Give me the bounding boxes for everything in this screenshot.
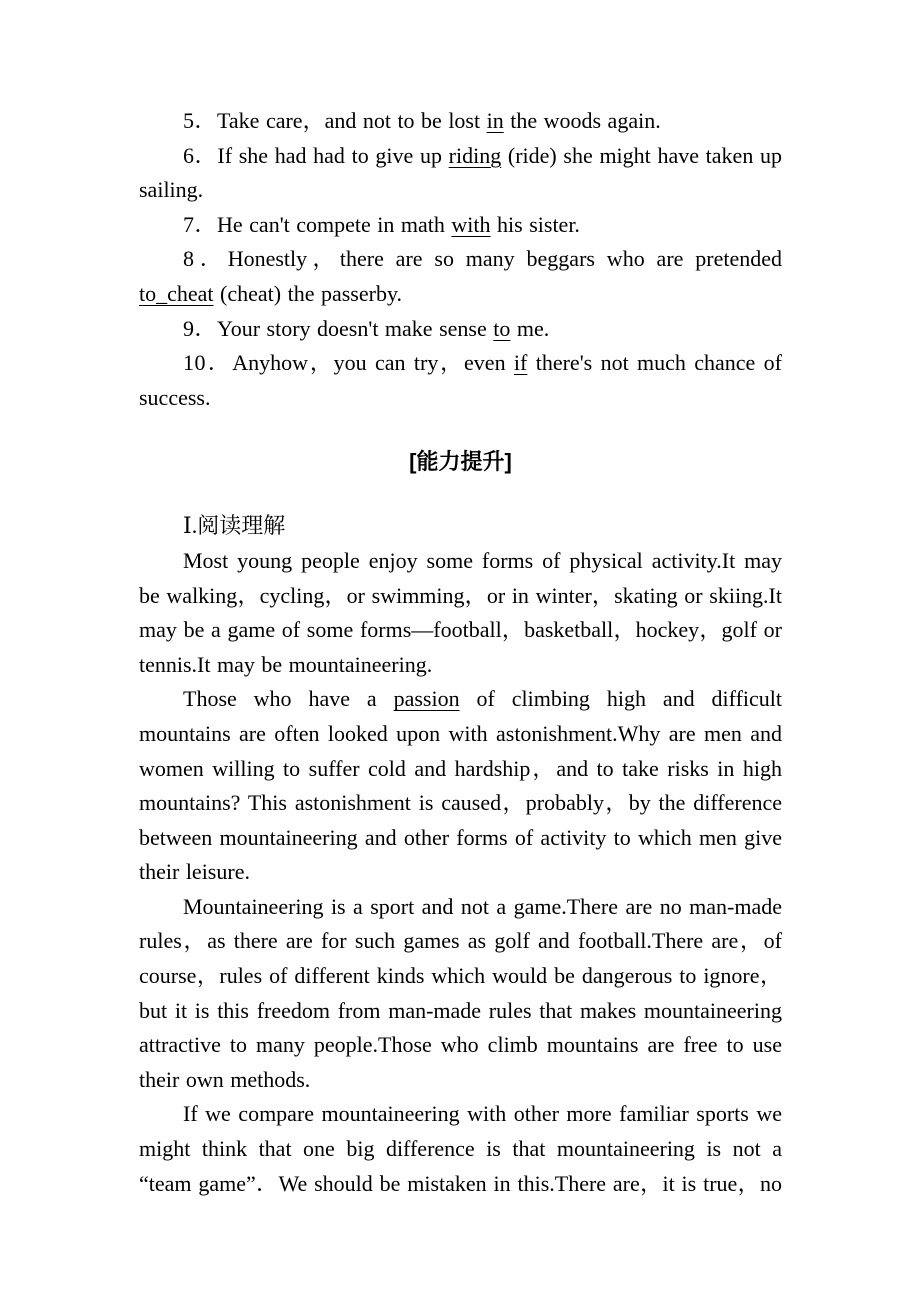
sentence-text: Mountaineering is a sport and not a game.There are no man-made rules，as there are for such games as golf and football.There are，of course，rules of different kinds which would be dangerous to ignore，but it is this freedom from man-made rules that makes mountaineering attractive to many people.Those who climb mountains are free to use their own methods. — [139, 893, 782, 1092]
sentence-text: He can't compete in math — [217, 211, 452, 237]
exercise-item — [139, 208, 782, 243]
sentence-text: Your story doesn't make sense — [217, 315, 494, 341]
passage-paragraph — [139, 544, 782, 682]
sentence-text: (ride) she might have taken up sailing. — [139, 142, 782, 203]
passage-paragraph — [139, 1097, 782, 1201]
sentence-text: If we compare mountaineering with other more familiar sports we might think that one big difference is that mountaineering is not a “team game”．We should be mistaken in this.There are，it is true，no — [139, 1101, 782, 1196]
exercise-number: 9． — [183, 315, 218, 341]
underlined-answer: in — [486, 108, 504, 133]
underlined-answer: passion — [393, 686, 460, 712]
underlined-answer: with — [451, 211, 491, 237]
underlined-answer: if — [513, 350, 528, 376]
sentence-text: Those who have a — [183, 686, 394, 712]
exercise-sentence-list — [139, 104, 782, 415]
underlined-answer: riding — [448, 142, 502, 168]
exercise-item — [139, 346, 782, 415]
sentence-text: of climbing high and difficult mountains are often looked upon with astonishment.Why are men and women willing to suffer cold and hardship，and to take risks in high mountains? This astonishment is caused，probably，by the difference between mountaineering and other forms of activity to which men give their leisure. — [139, 686, 782, 885]
sentence-text: me. — [510, 315, 550, 341]
sentence-text: If she had had to give up — [217, 142, 449, 168]
sentence-text: Anyhow，you can try，even — [232, 350, 514, 376]
sentence-text: there's not much chance of success. — [139, 350, 782, 410]
exercise-number: 10． — [183, 350, 233, 376]
exercise-item — [139, 104, 782, 139]
passage-paragraph — [139, 682, 782, 890]
exercise-number: 8． — [183, 246, 228, 272]
sentence-text: (cheat) the passerby. — [213, 280, 403, 306]
exercise-item — [139, 242, 782, 311]
passage-paragraph — [139, 890, 782, 1098]
reading-passage — [139, 544, 782, 1201]
exercise-item — [139, 139, 782, 208]
reading-comprehension-heading: Ⅰ.阅读理解 — [183, 513, 286, 539]
underlined-answer: to_cheat — [139, 280, 214, 306]
exercise-number: 7． — [183, 211, 218, 237]
ability-section-header: [能力提升] — [409, 449, 512, 475]
exercise-number: 6． — [183, 142, 218, 168]
sentence-text: Most young people enjoy some forms of physical activity.It may be walking，cycling，or swimming，or in winter，skating or skiing.It may be a game of some forms—football，basketball，hockey，golf or tennis.It may be mountaineering. — [139, 547, 782, 677]
sentence-text: Take care，and not to be lost — [217, 108, 487, 133]
exercise-item — [139, 312, 782, 347]
exercise-number: 5． — [183, 108, 218, 133]
sentence-text: the woods again. — [503, 108, 661, 133]
underlined-answer: to — [493, 315, 511, 341]
sentence-text: his sister. — [490, 211, 580, 237]
sentence-text: Honestly，there are so many beggars who are pretended — [227, 246, 782, 272]
